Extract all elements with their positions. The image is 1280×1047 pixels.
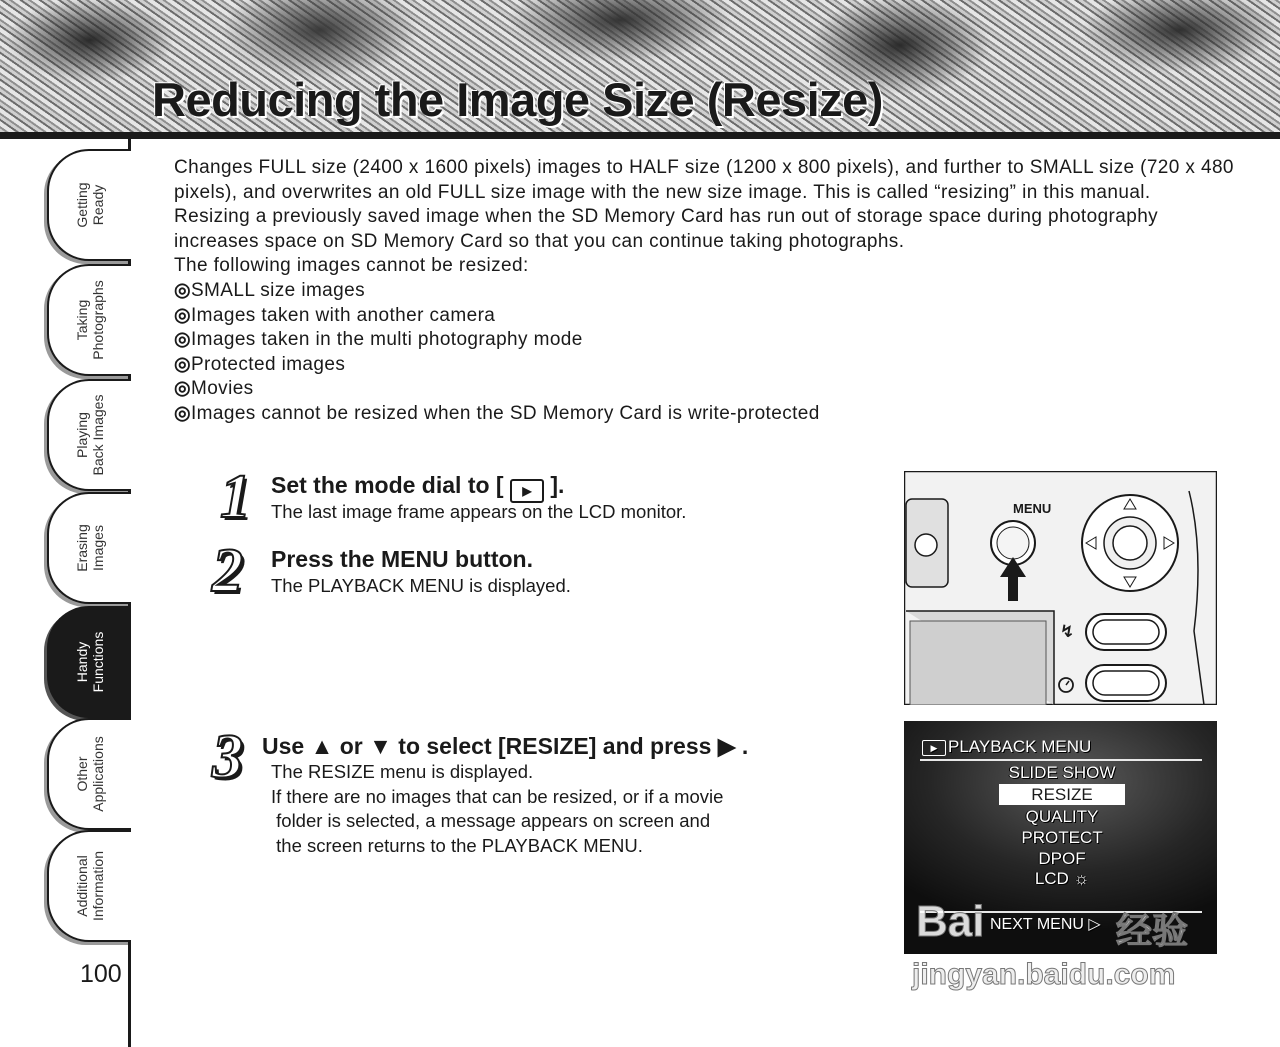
playback-mode-icon: ▶ xyxy=(510,479,544,503)
playback-icon: ▶ xyxy=(922,740,946,756)
step-number-1: 1 xyxy=(220,463,251,531)
step-1-title: Set the mode dial to [ ▶ ]. xyxy=(271,472,564,503)
step-3-title: Use ▲ or ▼ to select [RESIZE] and press ▶ . xyxy=(262,733,749,759)
bullet-item: ◎ SMALL size images xyxy=(174,279,1234,304)
tab-taking-photographs[interactable] xyxy=(47,264,131,376)
baidu-logo-watermark: Bai xyxy=(916,897,985,946)
menu-item-quality[interactable]: QUALITY xyxy=(1025,807,1099,826)
step-number-2: 2 xyxy=(212,537,243,605)
tab-label: Other Applications xyxy=(74,736,106,812)
menu-item-resize[interactable]: RESIZE xyxy=(999,784,1125,805)
intro-paragraph: Changes FULL size (2400 x 1600 pixels) images to HALF size (1200 x 800 pixels), and further to SMALL size (720 x 480 pixels), and overwrites an old FULL size image with the new size image. This is called “resizing” in this manual. xyxy=(174,157,1234,203)
right-arrow-icon: ▶ xyxy=(717,733,736,759)
page-title: Reducing the Image Size (Resize) xyxy=(152,73,883,126)
up-arrow-icon: ▲ xyxy=(310,733,334,759)
playback-menu-screen xyxy=(904,721,1217,954)
step-2-title: Press the MENU button. xyxy=(271,546,533,572)
tab-label: Getting Ready xyxy=(74,182,106,228)
step-2-description: The PLAYBACK MENU is displayed. xyxy=(271,575,571,596)
tab-playing-back-images[interactable] xyxy=(47,379,131,491)
cannot-resize-heading: The following images cannot be resized: xyxy=(174,255,529,277)
down-arrow-icon: ▼ xyxy=(369,733,392,759)
baidu-logo-watermark-cn: 经验 xyxy=(1116,910,1189,951)
bullet-item: ◎ Images cannot be resized when the SD Memory Card is write-protected xyxy=(174,402,1234,427)
tab-other-applications[interactable] xyxy=(47,718,131,830)
step-1-description: The last image frame appears on the LCD monitor. xyxy=(271,501,687,522)
menu-item-lcd[interactable]: LCD ☼ xyxy=(1034,869,1090,888)
tab-label: Erasing Images xyxy=(74,524,106,572)
tab-getting-ready[interactable] xyxy=(47,149,131,261)
intro-text xyxy=(174,156,1234,427)
tab-label: Playing Back Images xyxy=(74,394,106,476)
menu-item-protect[interactable]: PROTECT xyxy=(1021,828,1103,847)
page-number: 100 xyxy=(80,960,122,988)
next-arrow-icon: ▷ xyxy=(1088,916,1101,933)
step-3-description: The RESIZE menu is displayed. If there are no images that can be resized, or if a movie folder is selected, a message appears on screen and the screen returns to the PLAYBACK MENU. xyxy=(271,761,724,856)
bullet-item: ◎ Images taken with another camera xyxy=(174,304,1234,329)
watermark-url: jingyan.baidu.com xyxy=(912,958,1176,991)
tab-handy-functions[interactable] xyxy=(47,606,131,718)
menu-button-label: MENU xyxy=(1013,501,1052,516)
menu-item-slide-show[interactable]: SLIDE SHOW xyxy=(1008,763,1116,782)
step-number-3: 3 xyxy=(212,723,243,791)
next-menu-link[interactable]: NEXT MENU ▷ xyxy=(990,916,1101,933)
playback-menu-header: ▶ PLAYBACK MENU xyxy=(922,737,1091,757)
tab-label: Taking Photographs xyxy=(74,280,106,360)
bullet-item: ◎ Movies xyxy=(174,377,1234,402)
bullet-item: ◎ Images taken in the multi photography mode xyxy=(174,328,1234,353)
tab-additional-information[interactable] xyxy=(47,830,131,942)
flash-icon: ↯ xyxy=(1060,622,1075,642)
header-rule xyxy=(0,132,1280,139)
tab-label: Additional Information xyxy=(74,850,106,922)
bullet-item: ◎ Protected images xyxy=(174,353,1234,378)
tab-erasing-images[interactable] xyxy=(47,492,131,604)
brightness-icon: ☼ xyxy=(1073,869,1090,888)
menu-item-dpof[interactable]: DPOF xyxy=(1038,849,1086,868)
intro-paragraph: Resizing a previously saved image when the SD Memory Card has run out of storage space during photography increases space on SD Memory Card so that you can continue taking photographs. xyxy=(174,206,1159,252)
camera-back-illustration xyxy=(904,471,1217,705)
menu-divider xyxy=(920,759,1202,761)
tab-label: Handy Functions xyxy=(74,631,106,693)
